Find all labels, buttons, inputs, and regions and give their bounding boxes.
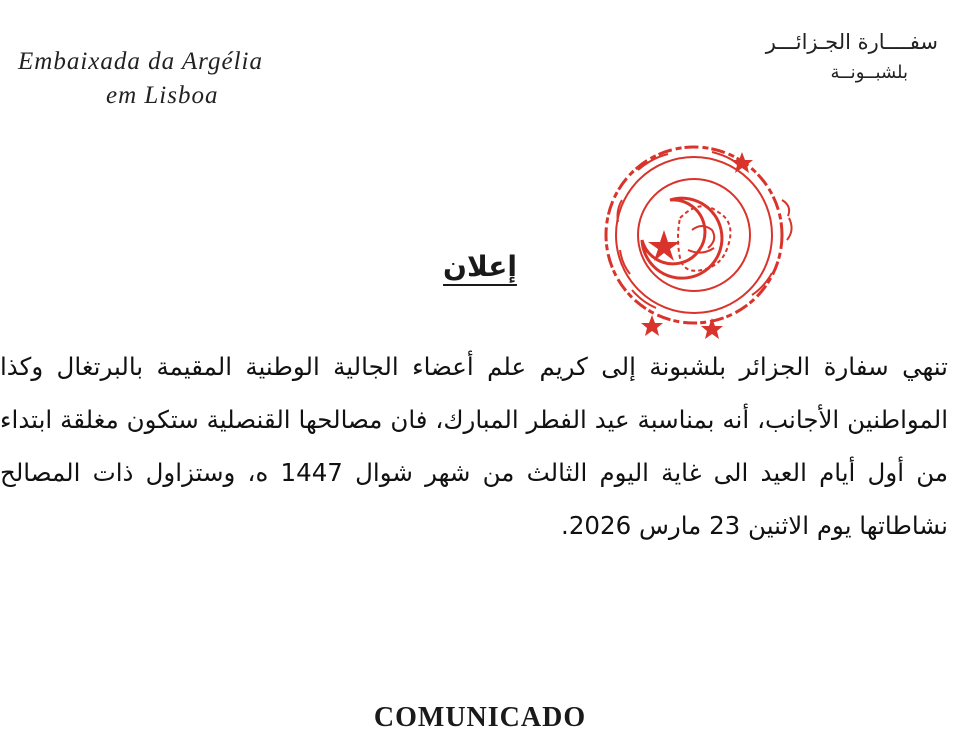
notice-body: تنهي سفارة الجزائر بلشبونة إلى كريم علم أعضاء الجالية الوطنية المقيمة بالبرتغال وكذا المواطنين الأجانب، أنه بمناسبة عيد الفطر المبارك، فان مصالحها القنصلية ستكون مغلقة ابتداء من أول أيام العيد الى غاية اليوم الثالث من شهر شوال 1447 ه، وستزاول ذات المصالح نشاطاتها يوم الاثنين 23 مارس 2026. <box>0 352 948 540</box>
embassy-header-portuguese <box>18 48 338 110</box>
top-cutoff-line <box>150 0 810 6</box>
embassy-header-arabic <box>678 30 938 83</box>
notice-title <box>380 250 580 283</box>
algeria-seal-icon <box>592 140 812 340</box>
embassy-name-pt: Embaixada da Argélia <box>18 48 263 75</box>
comunicado-heading: COMUNICADO <box>373 702 587 733</box>
embassy-city-ar: بلشبــونــة <box>830 62 908 83</box>
embassy-city-pt: em Lisboa <box>106 82 219 109</box>
notice-title-text: إعلان <box>443 250 517 283</box>
embassy-name-ar: سفــــارة الجـزائـــر <box>765 30 938 54</box>
